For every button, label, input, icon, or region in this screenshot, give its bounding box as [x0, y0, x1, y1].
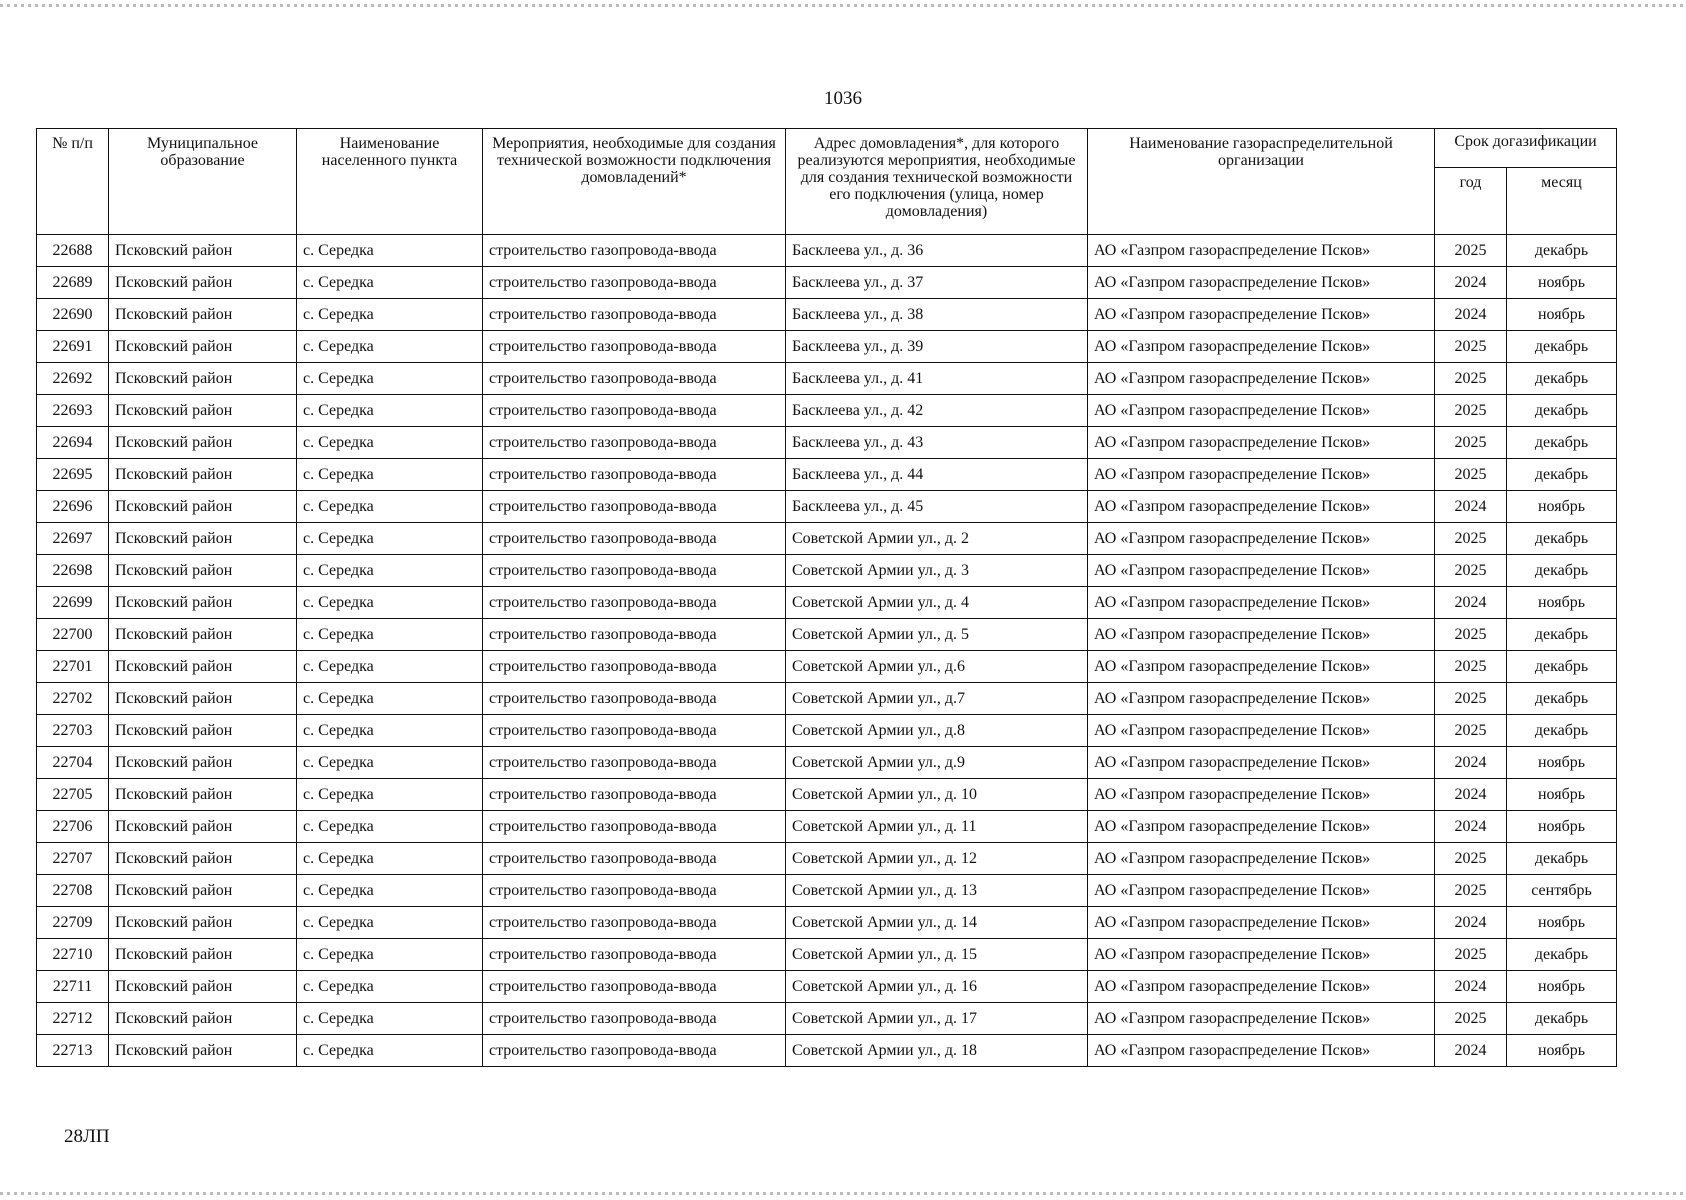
cell-measure: строительство газопровода-ввода	[483, 363, 786, 395]
cell-address: Советской Армии ул., д. 5	[786, 619, 1088, 651]
cell-measure: строительство газопровода-ввода	[483, 811, 786, 843]
cell-organization: АО «Газпром газораспределение Псков»	[1088, 267, 1435, 299]
cell-measure: строительство газопровода-ввода	[483, 1035, 786, 1067]
cell-address: Советской Армии ул., д.7	[786, 683, 1088, 715]
cell-address: Басклеева ул., д. 42	[786, 395, 1088, 427]
header-organization: Наименование газораспределительной организации	[1088, 129, 1435, 235]
table-row	[37, 363, 1617, 395]
cell-month: ноябрь	[1507, 811, 1617, 843]
header-settlement: Наименование населенного пункта	[297, 129, 483, 235]
cell-month: декабрь	[1507, 395, 1617, 427]
table-row	[37, 939, 1617, 971]
cell-organization: АО «Газпром газораспределение Псков»	[1088, 779, 1435, 811]
cell-settlement: с. Середка	[297, 363, 483, 395]
cell-settlement: с. Середка	[297, 267, 483, 299]
table-row	[37, 395, 1617, 427]
cell-measure: строительство газопровода-ввода	[483, 843, 786, 875]
cell-year: 2025	[1435, 235, 1507, 267]
cell-address: Басклеева ул., д. 44	[786, 459, 1088, 491]
header-term: Срок догазификации	[1435, 129, 1617, 168]
cell-month: ноябрь	[1507, 299, 1617, 331]
cell-address: Советской Армии ул., д. 16	[786, 971, 1088, 1003]
cell-num: 22709	[37, 907, 109, 939]
cell-month: ноябрь	[1507, 267, 1617, 299]
cell-organization: АО «Газпром газораспределение Псков»	[1088, 843, 1435, 875]
header-measures: Мероприятия, необходимые для создания технической возможности подключения домовладений*	[483, 129, 786, 235]
cell-year: 2025	[1435, 683, 1507, 715]
cell-num: 22692	[37, 363, 109, 395]
cell-address: Советской Армии ул., д. 13	[786, 875, 1088, 907]
cell-num: 22704	[37, 747, 109, 779]
cell-num: 22689	[37, 267, 109, 299]
cell-settlement: с. Середка	[297, 619, 483, 651]
cell-num: 22688	[37, 235, 109, 267]
cell-organization: АО «Газпром газораспределение Псков»	[1088, 459, 1435, 491]
cell-measure: строительство газопровода-ввода	[483, 235, 786, 267]
cell-settlement: с. Середка	[297, 299, 483, 331]
cell-organization: АО «Газпром газораспределение Псков»	[1088, 555, 1435, 587]
cell-num: 22705	[37, 779, 109, 811]
cell-municipality: Псковский район	[109, 587, 297, 619]
cell-year: 2025	[1435, 875, 1507, 907]
cell-year: 2025	[1435, 619, 1507, 651]
table-row	[37, 683, 1617, 715]
cell-organization: АО «Газпром газораспределение Псков»	[1088, 683, 1435, 715]
header-address: Адрес домовладения*, для которого реализуются мероприятия, необходимые для создания технической возможности его подключения (улица, номер домовладения)	[786, 129, 1088, 235]
cell-year: 2024	[1435, 907, 1507, 939]
table-row	[37, 843, 1617, 875]
cell-month: декабрь	[1507, 331, 1617, 363]
cell-measure: строительство газопровода-ввода	[483, 683, 786, 715]
cell-measure: строительство газопровода-ввода	[483, 523, 786, 555]
footer-code: 28ЛП	[64, 1126, 110, 1147]
cell-num: 22713	[37, 1035, 109, 1067]
cell-month: ноябрь	[1507, 587, 1617, 619]
cell-num: 22701	[37, 651, 109, 683]
cell-measure: строительство газопровода-ввода	[483, 491, 786, 523]
cell-municipality: Псковский район	[109, 363, 297, 395]
cell-year: 2025	[1435, 363, 1507, 395]
cell-settlement: с. Середка	[297, 555, 483, 587]
cell-settlement: с. Середка	[297, 683, 483, 715]
cell-address: Советской Армии ул., д.9	[786, 747, 1088, 779]
cell-municipality: Псковский район	[109, 427, 297, 459]
cell-settlement: с. Середка	[297, 459, 483, 491]
cell-address: Басклеева ул., д. 39	[786, 331, 1088, 363]
cell-address: Басклеева ул., д. 37	[786, 267, 1088, 299]
cell-municipality: Псковский район	[109, 971, 297, 1003]
cell-month: ноябрь	[1507, 747, 1617, 779]
cell-organization: АО «Газпром газораспределение Псков»	[1088, 1035, 1435, 1067]
cell-address: Советской Армии ул., д. 3	[786, 555, 1088, 587]
table-body	[37, 235, 1617, 1067]
cell-measure: строительство газопровода-ввода	[483, 427, 786, 459]
cell-municipality: Псковский район	[109, 619, 297, 651]
cell-settlement: с. Середка	[297, 747, 483, 779]
cell-num: 22691	[37, 331, 109, 363]
cell-measure: строительство газопровода-ввода	[483, 779, 786, 811]
cell-municipality: Псковский район	[109, 779, 297, 811]
cell-settlement: с. Середка	[297, 427, 483, 459]
cell-month: декабрь	[1507, 523, 1617, 555]
cell-settlement: с. Середка	[297, 523, 483, 555]
cell-municipality: Псковский район	[109, 683, 297, 715]
cell-year: 2024	[1435, 779, 1507, 811]
cell-municipality: Псковский район	[109, 651, 297, 683]
cell-year: 2025	[1435, 555, 1507, 587]
cell-measure: строительство газопровода-ввода	[483, 939, 786, 971]
cell-organization: АО «Газпром газораспределение Псков»	[1088, 299, 1435, 331]
table-row	[37, 971, 1617, 1003]
cell-month: декабрь	[1507, 843, 1617, 875]
cell-settlement: с. Середка	[297, 875, 483, 907]
cell-address: Басклеева ул., д. 45	[786, 491, 1088, 523]
cell-num: 22697	[37, 523, 109, 555]
cell-month: декабрь	[1507, 939, 1617, 971]
cell-municipality: Псковский район	[109, 907, 297, 939]
cell-address: Советской Армии ул., д. 18	[786, 1035, 1088, 1067]
cell-month: декабрь	[1507, 619, 1617, 651]
table-row	[37, 907, 1617, 939]
cell-measure: строительство газопровода-ввода	[483, 459, 786, 491]
cell-month: декабрь	[1507, 683, 1617, 715]
cell-num: 22708	[37, 875, 109, 907]
cell-num: 22694	[37, 427, 109, 459]
cell-address: Басклеева ул., д. 38	[786, 299, 1088, 331]
scan-edge-bottom	[0, 1192, 1686, 1195]
cell-settlement: с. Середка	[297, 779, 483, 811]
cell-municipality: Псковский район	[109, 939, 297, 971]
cell-organization: АО «Газпром газораспределение Псков»	[1088, 491, 1435, 523]
header-year: год	[1435, 168, 1507, 235]
cell-municipality: Псковский район	[109, 331, 297, 363]
cell-year: 2025	[1435, 395, 1507, 427]
cell-measure: строительство газопровода-ввода	[483, 619, 786, 651]
cell-month: декабрь	[1507, 427, 1617, 459]
table-row	[37, 587, 1617, 619]
table-row	[37, 651, 1617, 683]
cell-month: декабрь	[1507, 1003, 1617, 1035]
cell-address: Советской Армии ул., д. 11	[786, 811, 1088, 843]
cell-measure: строительство газопровода-ввода	[483, 907, 786, 939]
table-row	[37, 555, 1617, 587]
cell-year: 2024	[1435, 1035, 1507, 1067]
cell-num: 22690	[37, 299, 109, 331]
cell-settlement: с. Середка	[297, 843, 483, 875]
cell-measure: строительство газопровода-ввода	[483, 587, 786, 619]
cell-settlement: с. Середка	[297, 651, 483, 683]
cell-num: 22707	[37, 843, 109, 875]
cell-num: 22706	[37, 811, 109, 843]
cell-num: 22699	[37, 587, 109, 619]
cell-settlement: с. Середка	[297, 1003, 483, 1035]
cell-year: 2025	[1435, 523, 1507, 555]
cell-measure: строительство газопровода-ввода	[483, 651, 786, 683]
cell-organization: АО «Газпром газораспределение Псков»	[1088, 907, 1435, 939]
gasification-table	[36, 128, 1617, 1067]
cell-year: 2024	[1435, 587, 1507, 619]
cell-address: Советской Армии ул., д. 10	[786, 779, 1088, 811]
cell-address: Басклеева ул., д. 36	[786, 235, 1088, 267]
table-row	[37, 619, 1617, 651]
cell-organization: АО «Газпром газораспределение Псков»	[1088, 971, 1435, 1003]
cell-organization: АО «Газпром газораспределение Псков»	[1088, 235, 1435, 267]
cell-num: 22712	[37, 1003, 109, 1035]
cell-organization: АО «Газпром газораспределение Псков»	[1088, 747, 1435, 779]
cell-municipality: Псковский район	[109, 555, 297, 587]
cell-organization: АО «Газпром газораспределение Псков»	[1088, 619, 1435, 651]
cell-year: 2025	[1435, 427, 1507, 459]
cell-month: ноябрь	[1507, 907, 1617, 939]
cell-measure: строительство газопровода-ввода	[483, 267, 786, 299]
cell-measure: строительство газопровода-ввода	[483, 1003, 786, 1035]
page-number: 1036	[824, 88, 862, 109]
header-num: № п/п	[37, 129, 109, 235]
cell-measure: строительство газопровода-ввода	[483, 299, 786, 331]
cell-municipality: Псковский район	[109, 491, 297, 523]
cell-num: 22693	[37, 395, 109, 427]
cell-measure: строительство газопровода-ввода	[483, 875, 786, 907]
cell-month: сентябрь	[1507, 875, 1617, 907]
table-row	[37, 299, 1617, 331]
cell-measure: строительство газопровода-ввода	[483, 555, 786, 587]
cell-address: Советской Армии ул., д.8	[786, 715, 1088, 747]
cell-num: 22698	[37, 555, 109, 587]
table-row	[37, 523, 1617, 555]
cell-municipality: Псковский район	[109, 811, 297, 843]
table-row	[37, 1003, 1617, 1035]
cell-year: 2025	[1435, 939, 1507, 971]
scan-edge-top	[0, 4, 1686, 7]
cell-measure: строительство газопровода-ввода	[483, 395, 786, 427]
cell-measure: строительство газопровода-ввода	[483, 747, 786, 779]
cell-settlement: с. Середка	[297, 587, 483, 619]
cell-year: 2024	[1435, 299, 1507, 331]
cell-address: Советской Армии ул., д. 12	[786, 843, 1088, 875]
cell-municipality: Псковский район	[109, 1003, 297, 1035]
cell-year: 2024	[1435, 747, 1507, 779]
table-row	[37, 459, 1617, 491]
cell-settlement: с. Середка	[297, 491, 483, 523]
cell-organization: АО «Газпром газораспределение Псков»	[1088, 587, 1435, 619]
cell-year: 2025	[1435, 1003, 1507, 1035]
cell-municipality: Псковский район	[109, 523, 297, 555]
cell-address: Басклеева ул., д. 43	[786, 427, 1088, 459]
table-row	[37, 875, 1617, 907]
cell-year: 2024	[1435, 491, 1507, 523]
cell-month: декабрь	[1507, 715, 1617, 747]
table-row	[37, 267, 1617, 299]
cell-organization: АО «Газпром газораспределение Псков»	[1088, 875, 1435, 907]
cell-settlement: с. Середка	[297, 715, 483, 747]
cell-settlement: с. Середка	[297, 1035, 483, 1067]
cell-organization: АО «Газпром газораспределение Псков»	[1088, 715, 1435, 747]
cell-organization: АО «Газпром газораспределение Псков»	[1088, 331, 1435, 363]
header-month: месяц	[1507, 168, 1617, 235]
table-row	[37, 747, 1617, 779]
cell-address: Советской Армии ул., д. 2	[786, 523, 1088, 555]
cell-year: 2025	[1435, 459, 1507, 491]
cell-address: Советской Армии ул., д. 4	[786, 587, 1088, 619]
cell-municipality: Псковский район	[109, 395, 297, 427]
cell-month: ноябрь	[1507, 491, 1617, 523]
cell-municipality: Псковский район	[109, 875, 297, 907]
cell-num: 22696	[37, 491, 109, 523]
cell-organization: АО «Газпром газораспределение Псков»	[1088, 427, 1435, 459]
cell-month: декабрь	[1507, 555, 1617, 587]
cell-municipality: Псковский район	[109, 267, 297, 299]
cell-organization: АО «Газпром газораспределение Псков»	[1088, 395, 1435, 427]
table-row	[37, 715, 1617, 747]
cell-month: декабрь	[1507, 235, 1617, 267]
table-row	[37, 491, 1617, 523]
cell-municipality: Псковский район	[109, 235, 297, 267]
table-row	[37, 779, 1617, 811]
table-row	[37, 811, 1617, 843]
cell-settlement: с. Середка	[297, 939, 483, 971]
cell-num: 22702	[37, 683, 109, 715]
cell-settlement: с. Середка	[297, 331, 483, 363]
cell-settlement: с. Середка	[297, 907, 483, 939]
cell-year: 2025	[1435, 651, 1507, 683]
cell-num: 22700	[37, 619, 109, 651]
cell-municipality: Псковский район	[109, 1035, 297, 1067]
header-municipality: Муниципальное образование	[109, 129, 297, 235]
cell-month: декабрь	[1507, 459, 1617, 491]
cell-measure: строительство газопровода-ввода	[483, 715, 786, 747]
cell-year: 2024	[1435, 971, 1507, 1003]
cell-num: 22695	[37, 459, 109, 491]
cell-year: 2024	[1435, 811, 1507, 843]
cell-settlement: с. Середка	[297, 395, 483, 427]
cell-measure: строительство газопровода-ввода	[483, 971, 786, 1003]
cell-month: декабрь	[1507, 363, 1617, 395]
cell-month: декабрь	[1507, 651, 1617, 683]
cell-municipality: Псковский район	[109, 459, 297, 491]
cell-address: Басклеева ул., д. 41	[786, 363, 1088, 395]
cell-year: 2025	[1435, 331, 1507, 363]
cell-settlement: с. Середка	[297, 811, 483, 843]
cell-measure: строительство газопровода-ввода	[483, 331, 786, 363]
cell-organization: АО «Газпром газораспределение Псков»	[1088, 523, 1435, 555]
cell-settlement: с. Середка	[297, 971, 483, 1003]
cell-month: ноябрь	[1507, 971, 1617, 1003]
cell-municipality: Псковский район	[109, 715, 297, 747]
cell-address: Советской Армии ул., д. 15	[786, 939, 1088, 971]
cell-month: ноябрь	[1507, 1035, 1617, 1067]
cell-num: 22710	[37, 939, 109, 971]
table-row	[37, 331, 1617, 363]
cell-organization: АО «Газпром газораспределение Псков»	[1088, 811, 1435, 843]
cell-address: Советской Армии ул., д.6	[786, 651, 1088, 683]
cell-num: 22703	[37, 715, 109, 747]
cell-year: 2025	[1435, 843, 1507, 875]
cell-month: ноябрь	[1507, 779, 1617, 811]
cell-address: Советской Армии ул., д. 17	[786, 1003, 1088, 1035]
table-row	[37, 427, 1617, 459]
cell-organization: АО «Газпром газораспределение Псков»	[1088, 651, 1435, 683]
cell-year: 2024	[1435, 267, 1507, 299]
table-row	[37, 1035, 1617, 1067]
cell-address: Советской Армии ул., д. 14	[786, 907, 1088, 939]
cell-municipality: Псковский район	[109, 843, 297, 875]
cell-settlement: с. Середка	[297, 235, 483, 267]
table-row	[37, 235, 1617, 267]
cell-organization: АО «Газпром газораспределение Псков»	[1088, 363, 1435, 395]
cell-year: 2025	[1435, 715, 1507, 747]
cell-organization: АО «Газпром газораспределение Псков»	[1088, 939, 1435, 971]
cell-municipality: Псковский район	[109, 747, 297, 779]
cell-municipality: Псковский район	[109, 299, 297, 331]
cell-num: 22711	[37, 971, 109, 1003]
cell-organization: АО «Газпром газораспределение Псков»	[1088, 1003, 1435, 1035]
